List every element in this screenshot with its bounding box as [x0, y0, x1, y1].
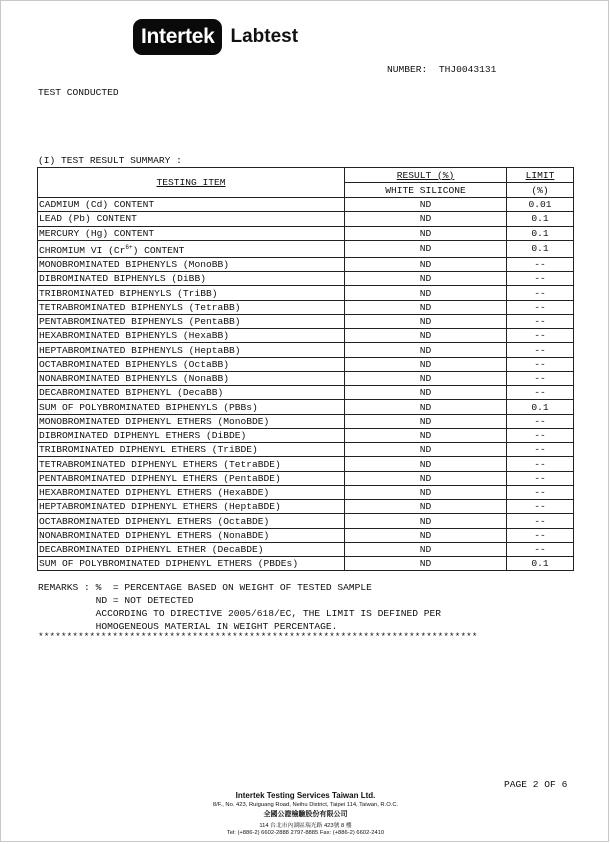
- page-number: PAGE 2 OF 6: [504, 779, 568, 790]
- result-cell: ND: [345, 557, 507, 571]
- result-cell: ND: [345, 198, 507, 212]
- table-row: [38, 457, 574, 471]
- table-row: [38, 443, 574, 457]
- result-cell: ND: [345, 457, 507, 471]
- table-row: [38, 329, 574, 343]
- footer-company-zh: 全國公證檢驗股份有限公司: [263, 811, 348, 818]
- header-limit-unit: (%): [507, 183, 574, 198]
- result-cell: ND: [345, 400, 507, 414]
- intertek-logo-mark: Intertek: [133, 19, 222, 55]
- testing-item-cell: DIBROMINATED BIPHENYLS (DiBB): [38, 272, 345, 286]
- testing-item-cell: TETRABROMINATED BIPHENYLS (TetraBB): [38, 300, 345, 314]
- table-row: [38, 286, 574, 300]
- table-row: [38, 272, 574, 286]
- testing-item-cell: MONOBROMINATED DIPHENYL ETHERS (MonoBDE): [38, 414, 345, 428]
- report-number: [387, 64, 496, 75]
- test-result-rows: [38, 198, 574, 571]
- limit-cell: --: [507, 300, 574, 314]
- table-row: [38, 240, 574, 257]
- testing-item-cell: DIBROMINATED DIPHENYL ETHERS (DiBDE): [38, 428, 345, 442]
- result-cell: ND: [345, 257, 507, 271]
- limit-cell: 0.1: [507, 400, 574, 414]
- footer-address-zh: 114 台北市內湖區瑞光路 423號 8 樓: [259, 823, 352, 829]
- limit-cell: --: [507, 343, 574, 357]
- testing-item-cell: SUM OF POLYBROMINATED DIPHENYL ETHERS (PBDEs): [38, 557, 345, 571]
- table-row: [38, 557, 574, 571]
- result-cell: ND: [345, 386, 507, 400]
- result-cell: ND: [345, 343, 507, 357]
- testing-item-cell: LEAD (Pb) CONTENT: [38, 212, 345, 226]
- limit-cell: --: [507, 314, 574, 328]
- limit-cell: 0.01: [507, 198, 574, 212]
- table-row: [38, 386, 574, 400]
- separator-stars: *****************************************************************************: [38, 631, 478, 642]
- limit-cell: --: [507, 500, 574, 514]
- testing-item-cell: OCTABROMINATED DIPHENYL ETHERS (OctaBDE): [38, 514, 345, 528]
- table-row: [38, 198, 574, 212]
- testing-item-cell: MERCURY (Hg) CONTENT: [38, 226, 345, 240]
- testing-item-cell: NONABROMINATED DIPHENYL ETHERS (NonaBDE): [38, 528, 345, 542]
- summary-title: (I) TEST RESULT SUMMARY :: [38, 155, 182, 166]
- remarks-line-nd: ND = NOT DETECTED: [95, 595, 194, 606]
- limit-cell: --: [507, 357, 574, 371]
- limit-cell: 0.1: [507, 557, 574, 571]
- header-limit: LIMIT: [507, 168, 574, 183]
- testing-item-cell: NONABROMINATED BIPHENYLS (NonaBB): [38, 371, 345, 385]
- result-cell: ND: [345, 300, 507, 314]
- result-cell: ND: [345, 314, 507, 328]
- table-row: [38, 400, 574, 414]
- testing-item-cell: HEPTABROMINATED BIPHENYLS (HeptaBB): [38, 343, 345, 357]
- testing-item-cell: OCTABROMINATED BIPHENYLS (OctaBB): [38, 357, 345, 371]
- result-cell: ND: [345, 471, 507, 485]
- testing-item-cell: HEPTABROMINATED DIPHENYL ETHERS (HeptaBDE): [38, 500, 345, 514]
- testing-item-cell: PENTABROMINATED BIPHENYLS (PentaBB): [38, 314, 345, 328]
- remarks-line-homogeneous: HOMOGENEOUS MATERIAL IN WEIGHT PERCENTAGE.: [95, 621, 338, 632]
- table-row: [38, 528, 574, 542]
- table-row: [38, 485, 574, 499]
- footer-address-en: 8/F., No. 423, Ruiguang Road, Neihu District, Taipei 114, Taiwan, R.O.C.: [212, 802, 399, 808]
- table-row: [38, 500, 574, 514]
- table-row: [38, 314, 574, 328]
- limit-cell: --: [507, 471, 574, 485]
- limit-cell: --: [507, 457, 574, 471]
- result-cell: ND: [345, 329, 507, 343]
- table-row: [38, 414, 574, 428]
- limit-cell: 0.1: [507, 226, 574, 240]
- result-cell: ND: [345, 272, 507, 286]
- result-cell: ND: [345, 371, 507, 385]
- result-cell: ND: [345, 500, 507, 514]
- result-cell: ND: [345, 542, 507, 556]
- result-cell: ND: [345, 226, 507, 240]
- table-row: [38, 257, 574, 271]
- limit-cell: --: [507, 443, 574, 457]
- result-cell: ND: [345, 212, 507, 226]
- footer-phone: Tel: (+886-2) 6602-2888 2797-8885 Fax: (+886-2) 6602-2410: [226, 830, 385, 836]
- limit-cell: --: [507, 272, 574, 286]
- limit-cell: --: [507, 329, 574, 343]
- limit-cell: --: [507, 286, 574, 300]
- result-cell: ND: [345, 357, 507, 371]
- result-cell: ND: [345, 528, 507, 542]
- testing-item-cell: HEXABROMINATED BIPHENYLS (HexaBB): [38, 329, 345, 343]
- testing-item-cell: SUM OF POLYBROMINATED BIPHENYLS (PBBs): [38, 400, 345, 414]
- test-result-table: [37, 167, 574, 571]
- header-testing-item: TESTING ITEM: [38, 168, 345, 198]
- remarks-block: [38, 581, 441, 633]
- report-number-label: NUMBER:: [387, 64, 428, 75]
- testing-item-cell: DECABROMINATED DIPHENYL ETHER (DecaBDE): [38, 542, 345, 556]
- limit-cell: --: [507, 514, 574, 528]
- header-result: RESULT (%): [345, 168, 507, 183]
- remarks-line-percent: % = PERCENTAGE BASED ON WEIGHT OF TESTED SAMPLE: [95, 582, 372, 593]
- table-row: [38, 300, 574, 314]
- header-sample-name: WHITE SILICONE: [345, 183, 507, 198]
- limit-cell: 0.1: [507, 240, 574, 257]
- test-conducted-heading: TEST CONDUCTED: [38, 87, 119, 98]
- report-number-value: THJ0043131: [438, 64, 497, 75]
- testing-item-cell: CADMIUM (Cd) CONTENT: [38, 198, 345, 212]
- labtest-wordmark: Labtest: [230, 26, 299, 47]
- table-row: [38, 371, 574, 385]
- result-cell: ND: [345, 240, 507, 257]
- table-row: [38, 212, 574, 226]
- limit-cell: --: [507, 257, 574, 271]
- testing-item-cell: CHROMIUM VI $(Cr^{6+})$ CONTENT: [38, 240, 345, 257]
- result-cell: ND: [345, 485, 507, 499]
- result-cell: ND: [345, 443, 507, 457]
- limit-cell: --: [507, 542, 574, 556]
- result-cell: ND: [345, 428, 507, 442]
- table-row: [38, 428, 574, 442]
- testing-item-cell: TETRABROMINATED DIPHENYL ETHERS (TetraBDE): [38, 457, 345, 471]
- limit-cell: --: [507, 485, 574, 499]
- table-row: [38, 343, 574, 357]
- testing-item-cell: HEXABROMINATED DIPHENYL ETHERS (HexaBDE): [38, 485, 345, 499]
- testing-item-cell: MONOBROMINATED BIPHENYLS (MonoBB): [38, 257, 345, 271]
- remarks-label: REMARKS :: [38, 582, 90, 593]
- result-cell: ND: [345, 414, 507, 428]
- limit-cell: --: [507, 414, 574, 428]
- limit-cell: --: [507, 371, 574, 385]
- footer-company: Intertek Testing Services Taiwan Ltd.: [235, 791, 376, 800]
- testing-item-cell: PENTABROMINATED DIPHENYL ETHERS (PentaBDE): [38, 471, 345, 485]
- testing-item-cell: TRIBROMINATED BIPHENYLS (TriBB): [38, 286, 345, 300]
- testing-item-cell: DECABROMINATED BIPHENYL (DecaBB): [38, 386, 345, 400]
- limit-cell: --: [507, 428, 574, 442]
- limit-cell: --: [507, 386, 574, 400]
- table-row: [38, 357, 574, 371]
- table-row: [38, 471, 574, 485]
- table-row: [38, 226, 574, 240]
- table-row: [38, 542, 574, 556]
- intertek-labtest-logo: [133, 19, 298, 55]
- testing-item-cell: TRIBROMINATED DIPHENYL ETHERS (TriBDE): [38, 443, 345, 457]
- table-row: [38, 514, 574, 528]
- footer: [1, 791, 610, 836]
- result-cell: ND: [345, 514, 507, 528]
- limit-cell: 0.1: [507, 212, 574, 226]
- remarks-line-directive: ACCORDING TO DIRECTIVE 2005/618/EC, THE LIMIT IS DEFINED PER: [95, 608, 442, 619]
- result-cell: ND: [345, 286, 507, 300]
- limit-cell: --: [507, 528, 574, 542]
